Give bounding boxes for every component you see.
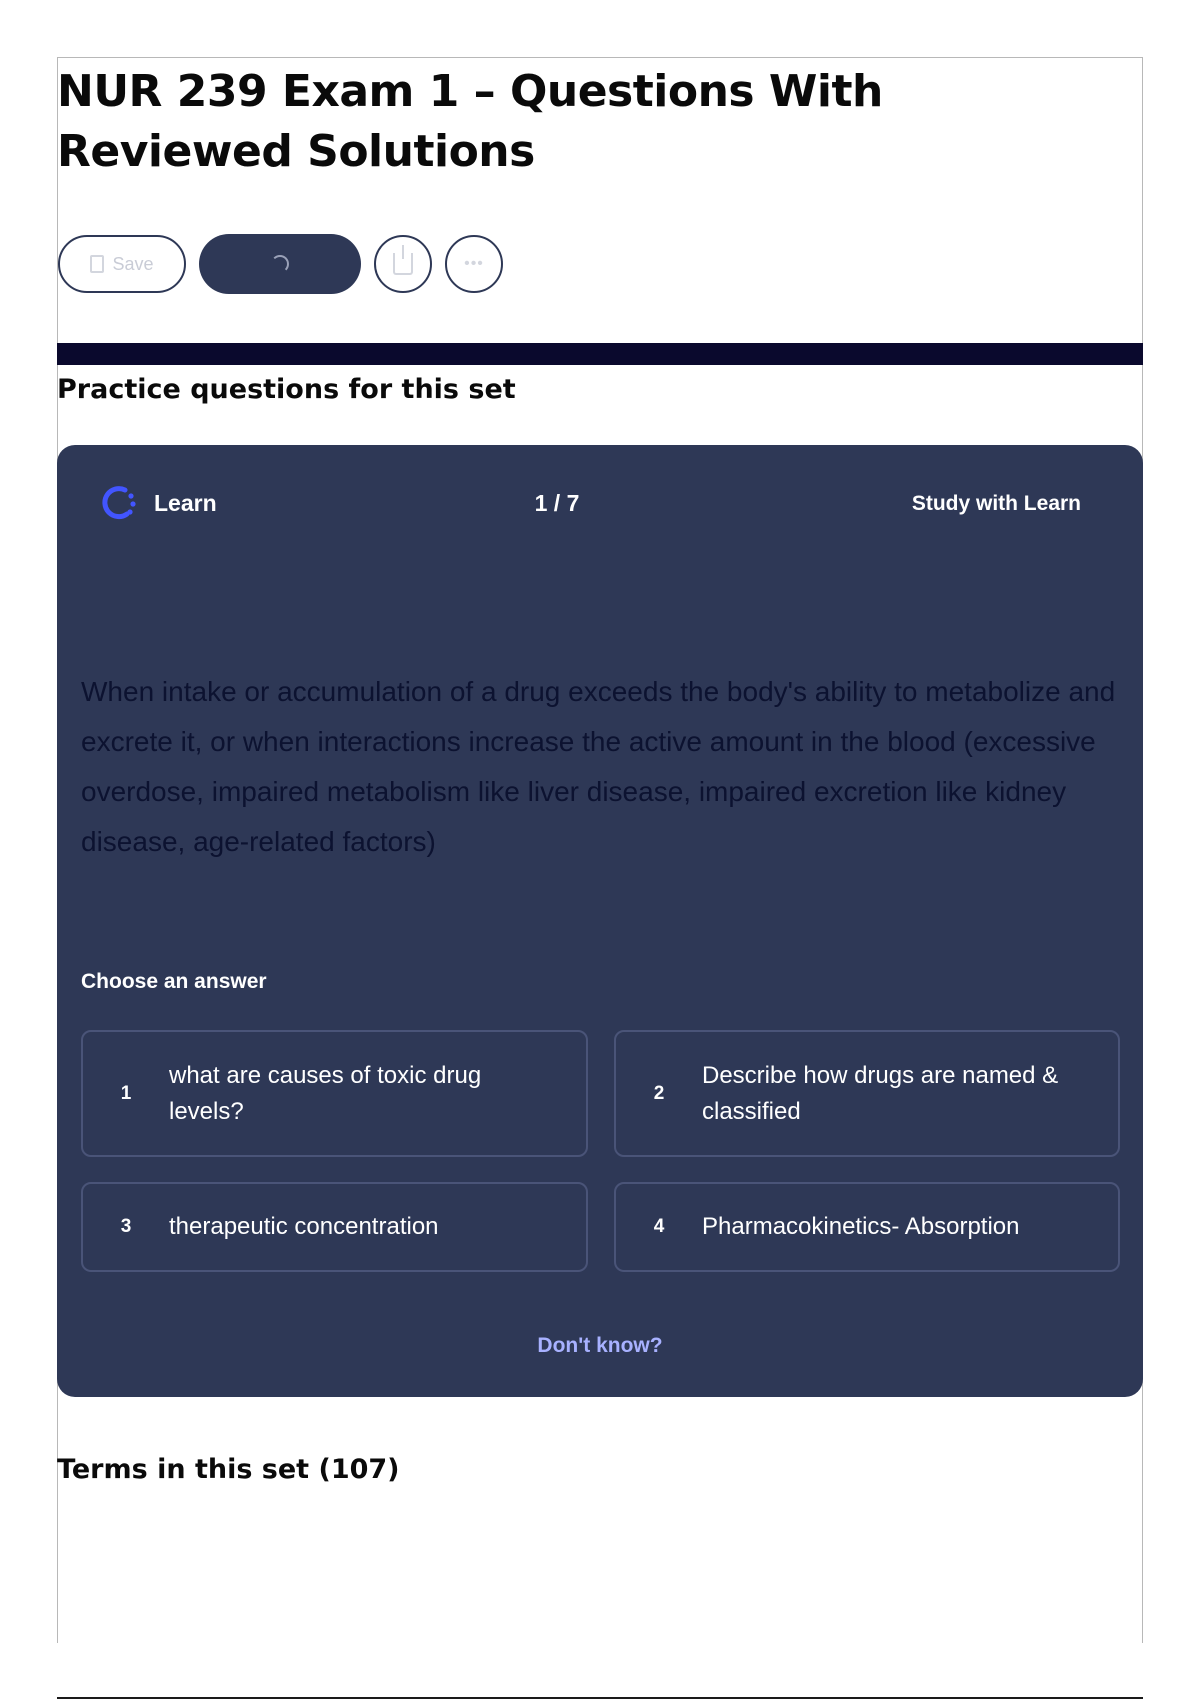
practice-questions-heading: Practice questions for this set (57, 374, 516, 405)
learn-logo-icon (97, 482, 139, 524)
learn-card (57, 445, 1143, 1397)
more-options-icon: ••• (464, 255, 484, 272)
action-toolbar (58, 234, 503, 294)
share-icon (393, 253, 413, 275)
primary-action-button[interactable] (199, 234, 361, 294)
question-progress: 1 / 7 (534, 490, 580, 516)
answer-number: 1 (120, 1082, 132, 1104)
loading-spinner-icon (271, 255, 289, 273)
answer-option-4[interactable] (614, 1182, 1120, 1272)
question-text: When intake or accumulation of a drug exceeds the body's ability to metabolize and excrete it, or when interactions increase the active amount in the blood (excessive overdose, impaired metabolism like liver disease, impaired excretion like kidney disease, age-related factors) (81, 676, 1116, 857)
answer-text: Describe how drugs are named & classified (702, 1061, 1059, 1125)
answer-text: Pharmacokinetics- Absorption (702, 1213, 1020, 1240)
answer-text: therapeutic concentration (169, 1213, 439, 1240)
answer-number: 4 (653, 1216, 665, 1237)
page-title: NUR 239 Exam 1 – Questions With Reviewed Solutions (57, 66, 883, 177)
study-with-learn-link[interactable]: Study with Learn (911, 492, 1081, 515)
dont-know-button[interactable]: Don't know? (537, 1334, 663, 1357)
terms-heading: Terms in this set (107) (57, 1454, 400, 1485)
save-button-label: Save (112, 253, 154, 274)
answer-number: 2 (653, 1082, 665, 1104)
bottom-divider (57, 1697, 1143, 1699)
bookmark-icon (90, 255, 104, 273)
learn-mode-label: Learn (154, 490, 217, 516)
choose-answer-label: Choose an answer (81, 970, 267, 993)
divider-band (57, 343, 1143, 365)
answer-text: what are causes of toxic drug levels? (169, 1061, 482, 1125)
answer-option-3[interactable] (81, 1182, 588, 1272)
more-options-button[interactable] (445, 235, 503, 293)
answer-number: 3 (120, 1216, 132, 1237)
save-button[interactable] (58, 235, 186, 293)
answer-option-2[interactable] (614, 1030, 1120, 1157)
share-button[interactable] (374, 235, 432, 293)
answer-option-1[interactable] (81, 1030, 588, 1157)
